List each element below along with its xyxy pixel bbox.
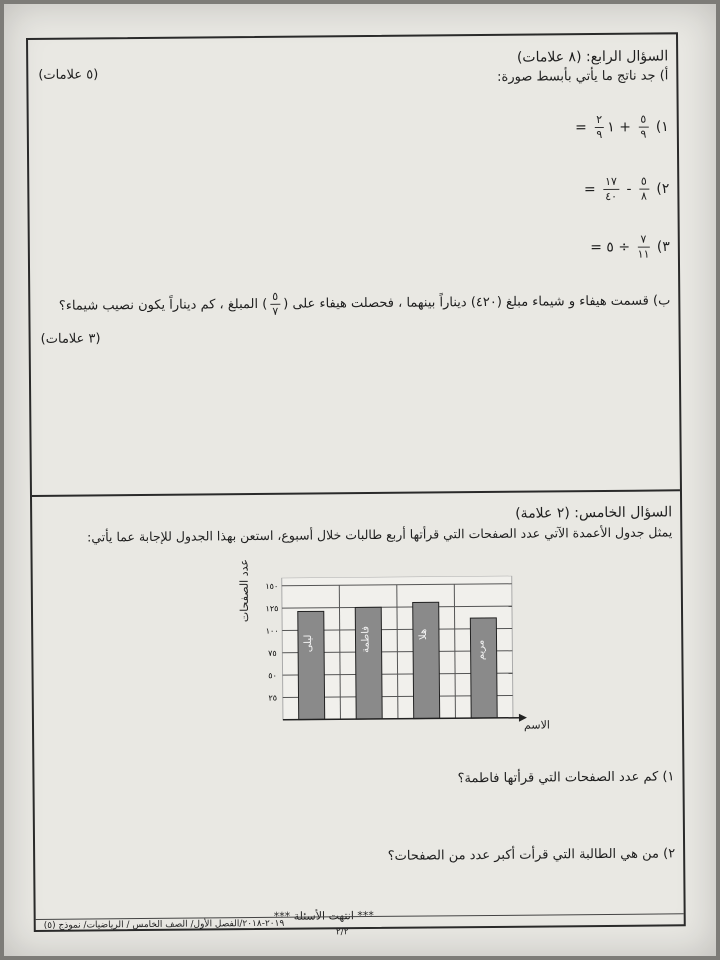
q5-question-2: ٢) من هي الطالبة التي قرأت أكبر عدد من الصفحات؟ xyxy=(387,846,676,864)
q5-question-1: ١) كم عدد الصفحات التي قرأتها فاطمة؟ xyxy=(457,769,675,787)
bar-category-label: ليلى xyxy=(302,634,315,653)
equals-sign: = xyxy=(583,181,596,198)
q4-title: السؤال الرابع: (٨ علامات) xyxy=(516,48,669,66)
y-tick-labels xyxy=(265,582,279,703)
fraction-2a: $\frac{٥}{٨}$ xyxy=(640,174,648,203)
end-of-questions: *** انتهت الأسئلة *** xyxy=(273,908,374,923)
equation-2-label: ٢) xyxy=(656,180,670,198)
equation-2 xyxy=(584,174,670,204)
page-number: ٢/٢ xyxy=(335,927,349,938)
y-tick-label: ٢٥ xyxy=(268,693,278,703)
equation-3-label: ٣) xyxy=(656,238,670,256)
bar xyxy=(470,618,497,718)
q5-intro: يمثل جدول الأعمدة الآتي عدد الصفحات التي قرأتها أربع طالبات خلال أسبوع، استعن بهذا الجدول للإجابة عما يأتي: xyxy=(87,524,673,545)
operator: + xyxy=(619,119,632,136)
bar xyxy=(298,611,325,719)
exam-page xyxy=(4,4,716,956)
fraction-1b: $\frac{٢}{٩}$ xyxy=(596,112,603,142)
equation-3 xyxy=(590,232,670,262)
section-divider xyxy=(32,489,680,497)
x-axis-label: الاسم xyxy=(523,718,550,732)
y-tick-label: ٧٥ xyxy=(268,648,277,658)
bar-category-label: فاطمة xyxy=(360,625,372,653)
q4-part-a-instruction: أ) جد ناتج ما يأتي بأبسط صورة: xyxy=(497,68,669,85)
bar-chart xyxy=(258,575,559,728)
footer-info: ٢٠١٩-٢٠١٨/الفصل الأول/ الصف الخامس / الرياضيات/ نموذج (٥) xyxy=(43,918,285,931)
fraction-2b: $\frac{١٧}{٤٠}$ xyxy=(605,174,618,203)
whole-number: ٥ xyxy=(606,239,614,256)
bar-category-label: مريم xyxy=(475,639,487,661)
equation-1 xyxy=(575,112,669,142)
q4-part-b: ب) قسمت هيفاء و شيماء مبلغ (٤٢٠) ديناراً بينهما ، فحصلت هيفاء على ( $\frac{٥}{٧}$ ) المبلغ ، كم ديناراً يكون نصيب شيماء؟ xyxy=(58,289,671,318)
y-tick-label: ١٠٠ xyxy=(265,626,279,636)
fraction-1a: $\frac{٥}{٩}$ xyxy=(640,112,647,141)
equals-sign: = xyxy=(575,119,587,136)
y-axis-label: عدد الصفحات xyxy=(237,558,252,623)
bar-category-label: هلا xyxy=(417,628,430,641)
operator: - xyxy=(626,181,632,198)
equation-1-label: ١) xyxy=(655,118,669,136)
y-tick-label: ٥٠ xyxy=(268,671,277,681)
bar xyxy=(355,607,382,719)
y-tick-label: ١٥٠ xyxy=(265,581,279,591)
bar xyxy=(413,602,440,718)
q4-part-a-marks: (٥ علامات) xyxy=(38,67,99,83)
y-tick-label: ١٢٥ xyxy=(265,604,279,614)
operator: ÷ xyxy=(618,239,631,256)
equals-sign: = xyxy=(590,239,603,256)
whole-number: ١ xyxy=(607,119,615,136)
page-footer xyxy=(36,913,684,938)
q4-part-b-marks: (٣ علامات) xyxy=(40,331,101,347)
exam-frame xyxy=(26,32,686,938)
q5-title: السؤال الخامس: (٢ علامة) xyxy=(515,504,673,522)
fraction-b: $\frac{٥}{٧}$ xyxy=(272,289,279,318)
fraction-3a: $\frac{٧}{١١}$ xyxy=(637,232,650,261)
